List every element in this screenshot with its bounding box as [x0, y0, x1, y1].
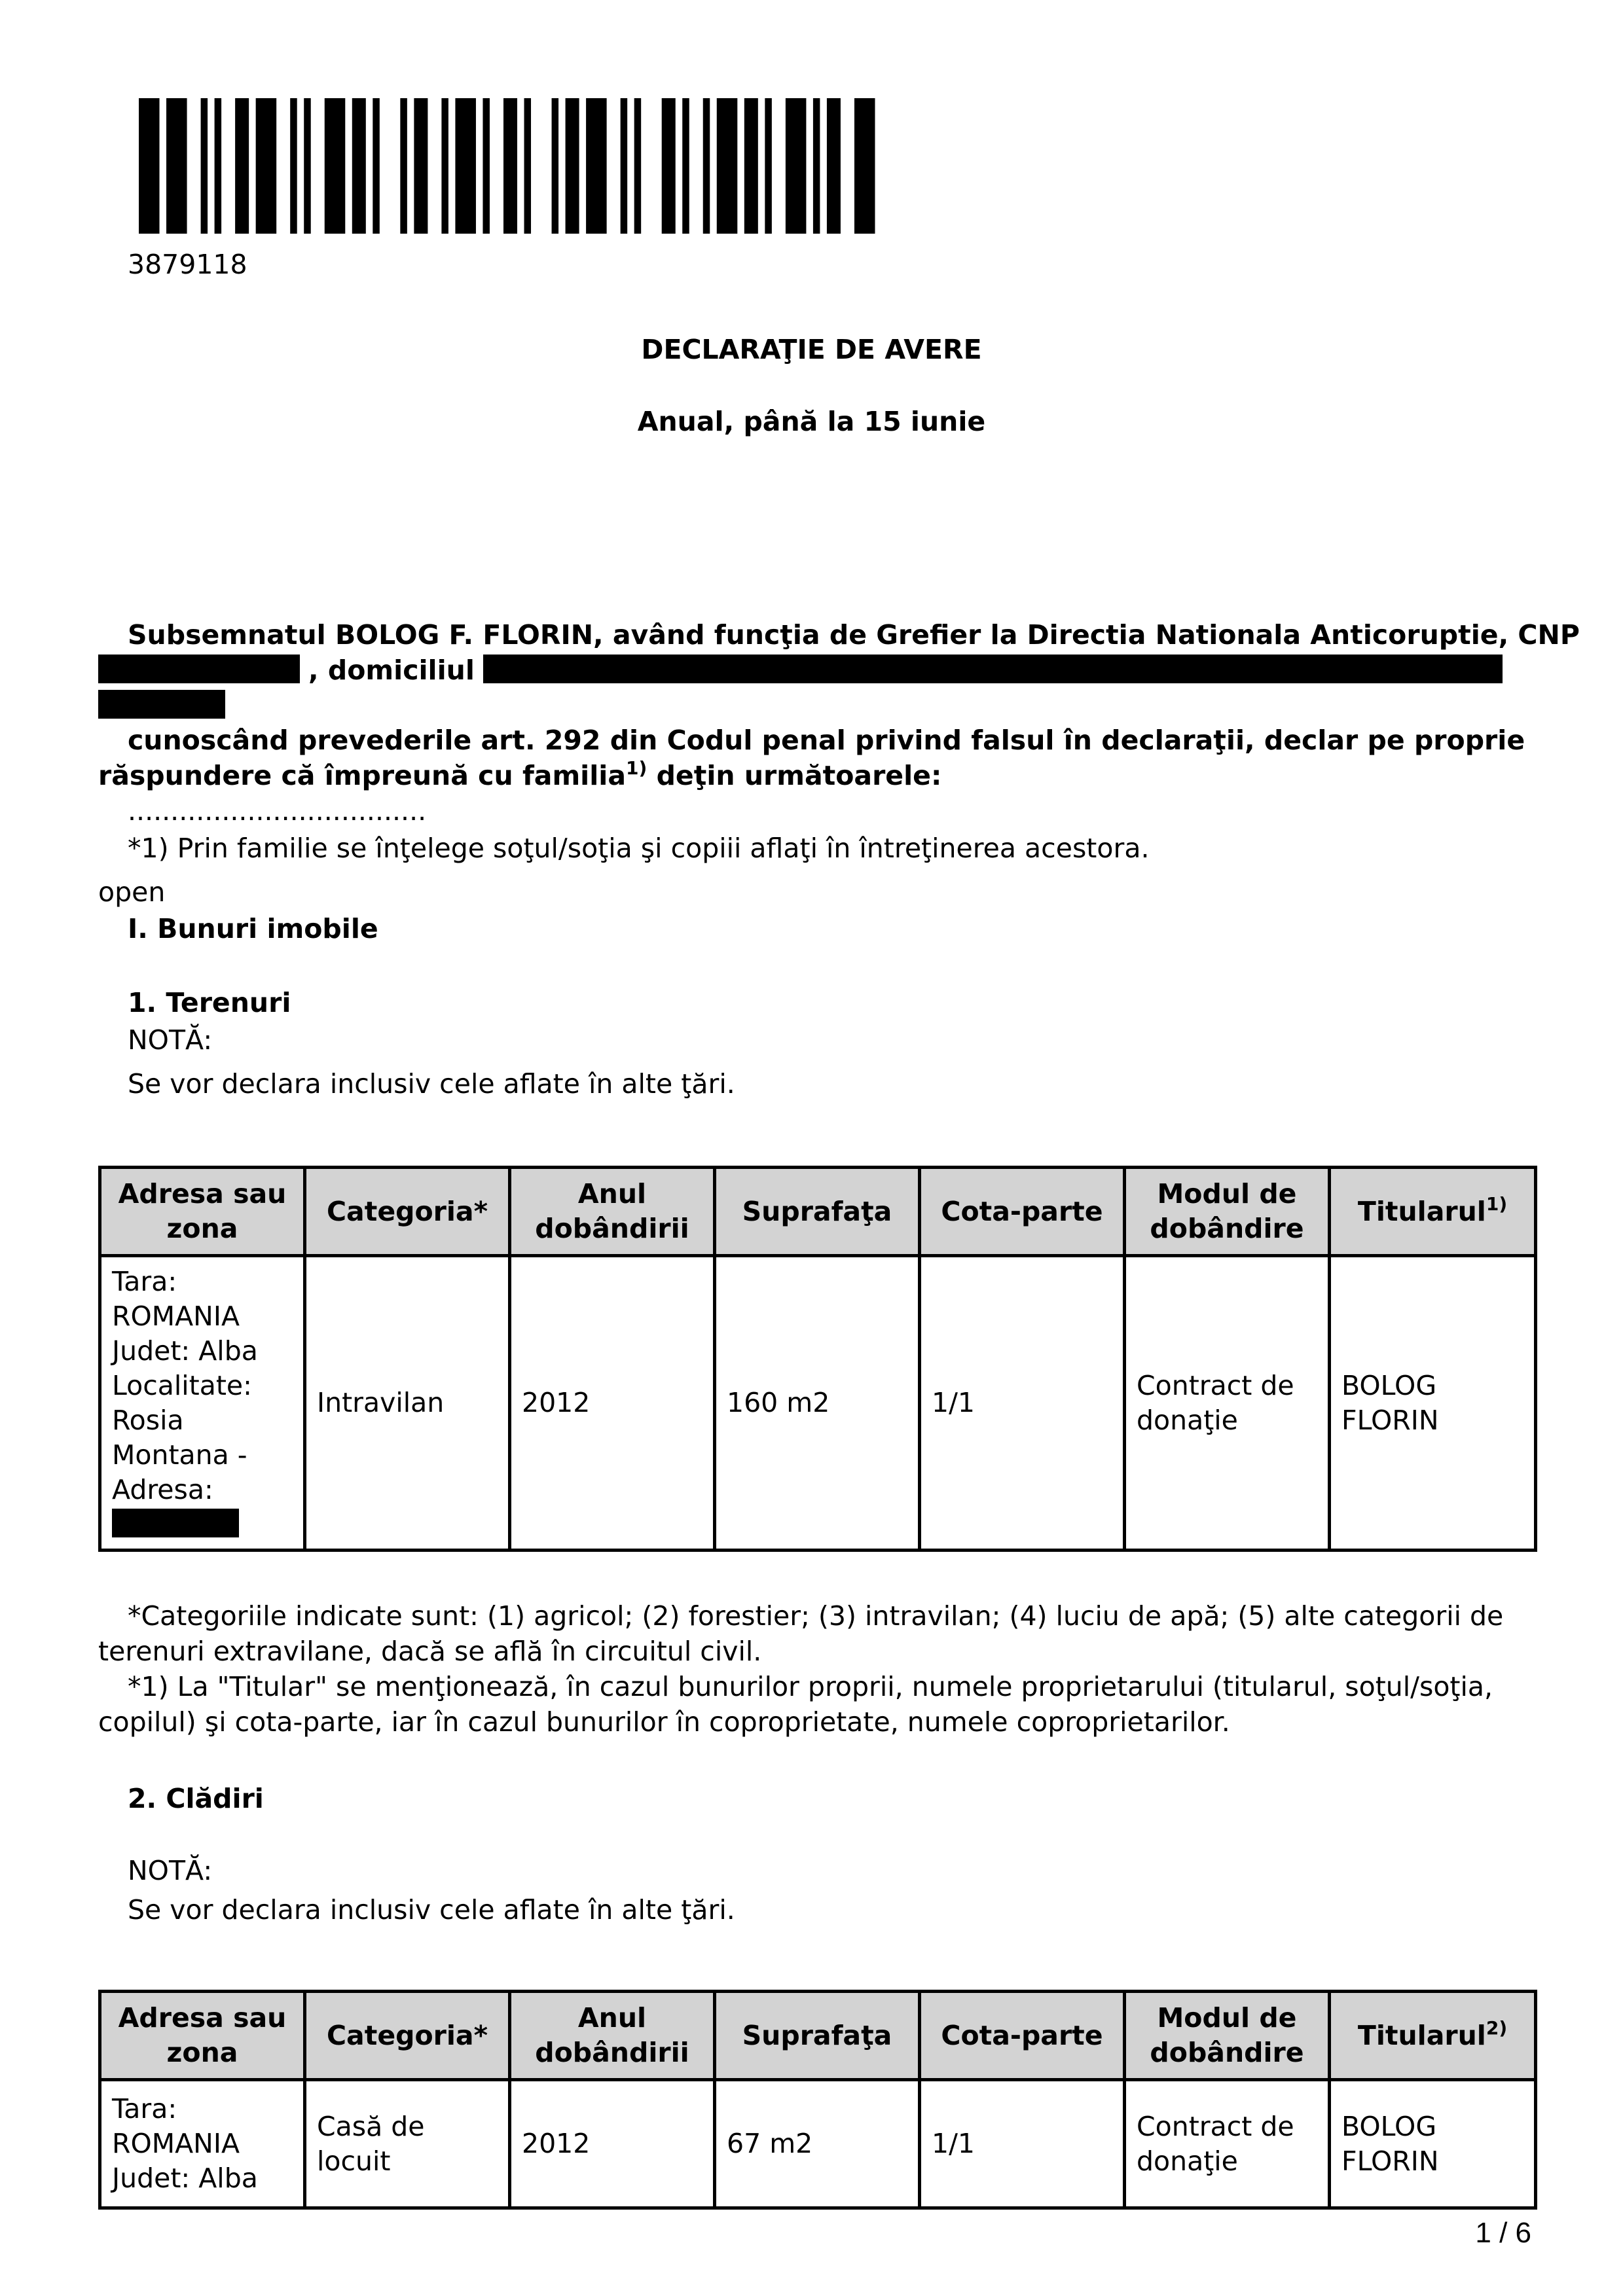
adresa-line: Tara:	[112, 2093, 177, 2125]
intro-line-4	[98, 759, 941, 793]
redacted-address	[483, 655, 1503, 683]
barcode-bar	[682, 98, 689, 234]
barcode-bar	[215, 98, 222, 234]
col-header-suprafata: Suprafaţa	[715, 1992, 920, 2080]
col-header-anul: Anul dobândirii	[510, 1992, 715, 2080]
modul-line: Contract de	[1137, 2110, 1294, 2142]
page-title: DECLARAŢIE DE AVERE	[641, 334, 982, 365]
col-header-categoria: Categoria*	[305, 1168, 510, 1256]
cell-categoria: Intravilan	[305, 1256, 510, 1551]
barcode-bar	[483, 98, 490, 234]
titular-footnote-ref: 1)	[1486, 1193, 1508, 1215]
titular-line: BOLOG	[1341, 1369, 1437, 1401]
barcode-bar	[703, 98, 710, 234]
barcode-bar	[786, 98, 807, 234]
col-header-categoria: Categoria*	[305, 1992, 510, 2080]
footnote-ref: 1)	[626, 757, 647, 779]
table-row	[100, 2080, 1536, 2208]
barcode-bar	[552, 98, 559, 234]
cell-titular	[1330, 2080, 1536, 2208]
col-header-modul: Modul de dobândire	[1125, 1168, 1330, 1256]
barcode-bar	[827, 98, 841, 234]
titular-note-cont: copilul) şi cota-parte, iar în cazul bunurilor în coproprietate, numele coproprietarilor.	[98, 1706, 1230, 1738]
col-header-modul: Modul de dobândire	[1125, 1992, 1330, 2080]
cell-adresa	[100, 2080, 305, 2208]
titular-header-text: Titularul	[1357, 2019, 1486, 2051]
barcode-bar	[455, 98, 476, 234]
barcode-bar	[621, 98, 628, 234]
adresa-line: Tara:	[112, 1265, 177, 1297]
barcode-bar	[854, 98, 875, 234]
cell-cota: 1/1	[920, 1256, 1125, 1551]
intro-line-4-text: răspundere că împreună cu familia	[98, 760, 627, 791]
adresa-redacted-line	[112, 1507, 293, 1542]
modul-line: donaţie	[1137, 2145, 1238, 2177]
nota-label: NOTĂ:	[128, 1024, 213, 1056]
cell-adresa	[100, 1256, 305, 1551]
table-header-row	[100, 1168, 1536, 1256]
barcode-bar	[235, 98, 249, 234]
barcode-bar	[813, 98, 820, 234]
titular-line: BOLOG	[1341, 2110, 1437, 2142]
barcode-bar	[166, 98, 187, 234]
categoria-line: Casă de	[317, 2110, 425, 2142]
open-label: open	[98, 876, 166, 908]
dots-line: ...................................	[128, 795, 427, 827]
adresa-line: ROMANIA	[112, 1300, 240, 1332]
cell-modul	[1125, 2080, 1330, 2208]
col-header-cota: Cota-parte	[920, 1992, 1125, 2080]
adresa-line: Localitate:	[112, 1369, 252, 1401]
barcode-bar	[139, 98, 160, 234]
barcode-bar	[566, 98, 579, 234]
barcode	[139, 98, 882, 234]
table-header-row	[100, 1992, 1536, 2080]
categorii-note-cont: terenuri extravilane, dacă se află în circuitul civil.	[98, 1636, 762, 1667]
adresa-line: Adresa:	[112, 1473, 213, 1505]
adresa-line: Judet: Alba	[112, 1335, 258, 1367]
redacted-land-address	[112, 1509, 239, 1537]
cell-categoria	[305, 2080, 510, 2208]
modul-line: Contract de	[1137, 1369, 1294, 1401]
barcode-bar	[744, 98, 758, 234]
terenuri-table	[98, 1166, 1537, 1552]
barcode-bar	[256, 98, 277, 234]
intro-line-2	[98, 653, 1503, 688]
barcode-bar	[414, 98, 428, 234]
adresa-line: Rosia	[112, 1404, 184, 1436]
barcode-number: 3879118	[128, 249, 247, 280]
cladiri-table	[98, 1990, 1537, 2210]
barcode-bar	[373, 98, 380, 234]
intro-line-3: cunoscând prevederile art. 292 din Codul penal privind falsul în declaraţii, declar pe proprie	[128, 725, 1525, 756]
barcode-bar	[662, 98, 676, 234]
barcode-bar	[765, 98, 772, 234]
barcode-bar	[503, 98, 517, 234]
table-row	[100, 1256, 1536, 1551]
barcode-bar	[325, 98, 346, 234]
titular-note: *1) La "Titular" se menţionează, în cazul bunurilor proprii, numele proprietarului (titularul, soţul/soţia,	[128, 1671, 1493, 1702]
barcode-bar	[201, 98, 208, 234]
categoria-line: locuit	[317, 2145, 391, 2177]
barcode-bar	[304, 98, 311, 234]
family-footnote: *1) Prin familie se înţelege soţul/soţia şi copiii aflaţi în întreţinerea acestora.	[128, 833, 1150, 864]
cell-titular	[1330, 1256, 1536, 1551]
col-header-adresa: Adresa sau zona	[100, 1168, 305, 1256]
cell-modul	[1125, 1256, 1330, 1551]
barcode-bar	[290, 98, 297, 234]
redacted-cnp	[98, 655, 300, 683]
cell-suprafata: 67 m2	[715, 2080, 920, 2208]
titular-line: FLORIN	[1341, 2145, 1439, 2177]
categorii-note: *Categoriile indicate sunt: (1) agricol; (2) forestier; (3) intravilan; (4) luciu de apă; (5) alte categorii de	[128, 1600, 1504, 1632]
cell-anul: 2012	[510, 2080, 715, 2208]
barcode-bar	[524, 98, 532, 234]
nota-text: Se vor declara inclusiv cele aflate în alte ţări.	[128, 1068, 735, 1100]
intro-line-4-end: deţin următoarele:	[647, 760, 942, 791]
page-subtitle: Anual, până la 15 iunie	[637, 406, 986, 437]
barcode-bar	[717, 98, 738, 234]
adresa-line: ROMANIA	[112, 2128, 240, 2159]
subsection-title-terenuri: 1. Terenuri	[128, 987, 291, 1018]
cell-anul: 2012	[510, 1256, 715, 1551]
adresa-line: Judet: Alba	[112, 2162, 258, 2194]
barcode-bar	[400, 98, 407, 234]
barcode-bar	[352, 98, 366, 234]
cell-suprafata: 160 m2	[715, 1256, 920, 1551]
col-header-suprafata: Suprafaţa	[715, 1168, 920, 1256]
titular-header-text: Titularul	[1357, 1195, 1486, 1227]
section-title: I. Bunuri imobile	[128, 913, 378, 944]
nota-text: Se vor declara inclusiv cele aflate în alte ţări.	[128, 1894, 735, 1926]
cell-cota: 1/1	[920, 2080, 1125, 2208]
nota-label: NOTĂ:	[128, 1855, 213, 1886]
subsection-title-cladiri: 2. Clădiri	[128, 1783, 264, 1814]
barcode-bar	[441, 98, 448, 234]
intro-line-1: Subsemnatul BOLOG F. FLORIN, având funcţia de Grefier la Directia Nationala Anticoruptie, CNP	[128, 619, 1580, 651]
redacted-address-cont	[98, 690, 225, 719]
intro-line-2b	[98, 689, 225, 723]
col-header-anul: Anul dobândirii	[510, 1168, 715, 1256]
col-header-titular	[1330, 1168, 1536, 1256]
col-header-cota: Cota-parte	[920, 1168, 1125, 1256]
col-header-adresa: Adresa sau zona	[100, 1992, 305, 2080]
page-number: 1 / 6	[1475, 2217, 1531, 2249]
barcode-bar	[586, 98, 607, 234]
domiciliu-label: , domiciliul	[308, 655, 475, 686]
col-header-titular	[1330, 1992, 1536, 2080]
barcode-bar	[634, 98, 642, 234]
titular-line: FLORIN	[1341, 1404, 1439, 1436]
adresa-line: Montana -	[112, 1439, 247, 1471]
modul-line: donaţie	[1137, 1404, 1238, 1436]
titular-footnote-ref: 2)	[1486, 2017, 1508, 2039]
